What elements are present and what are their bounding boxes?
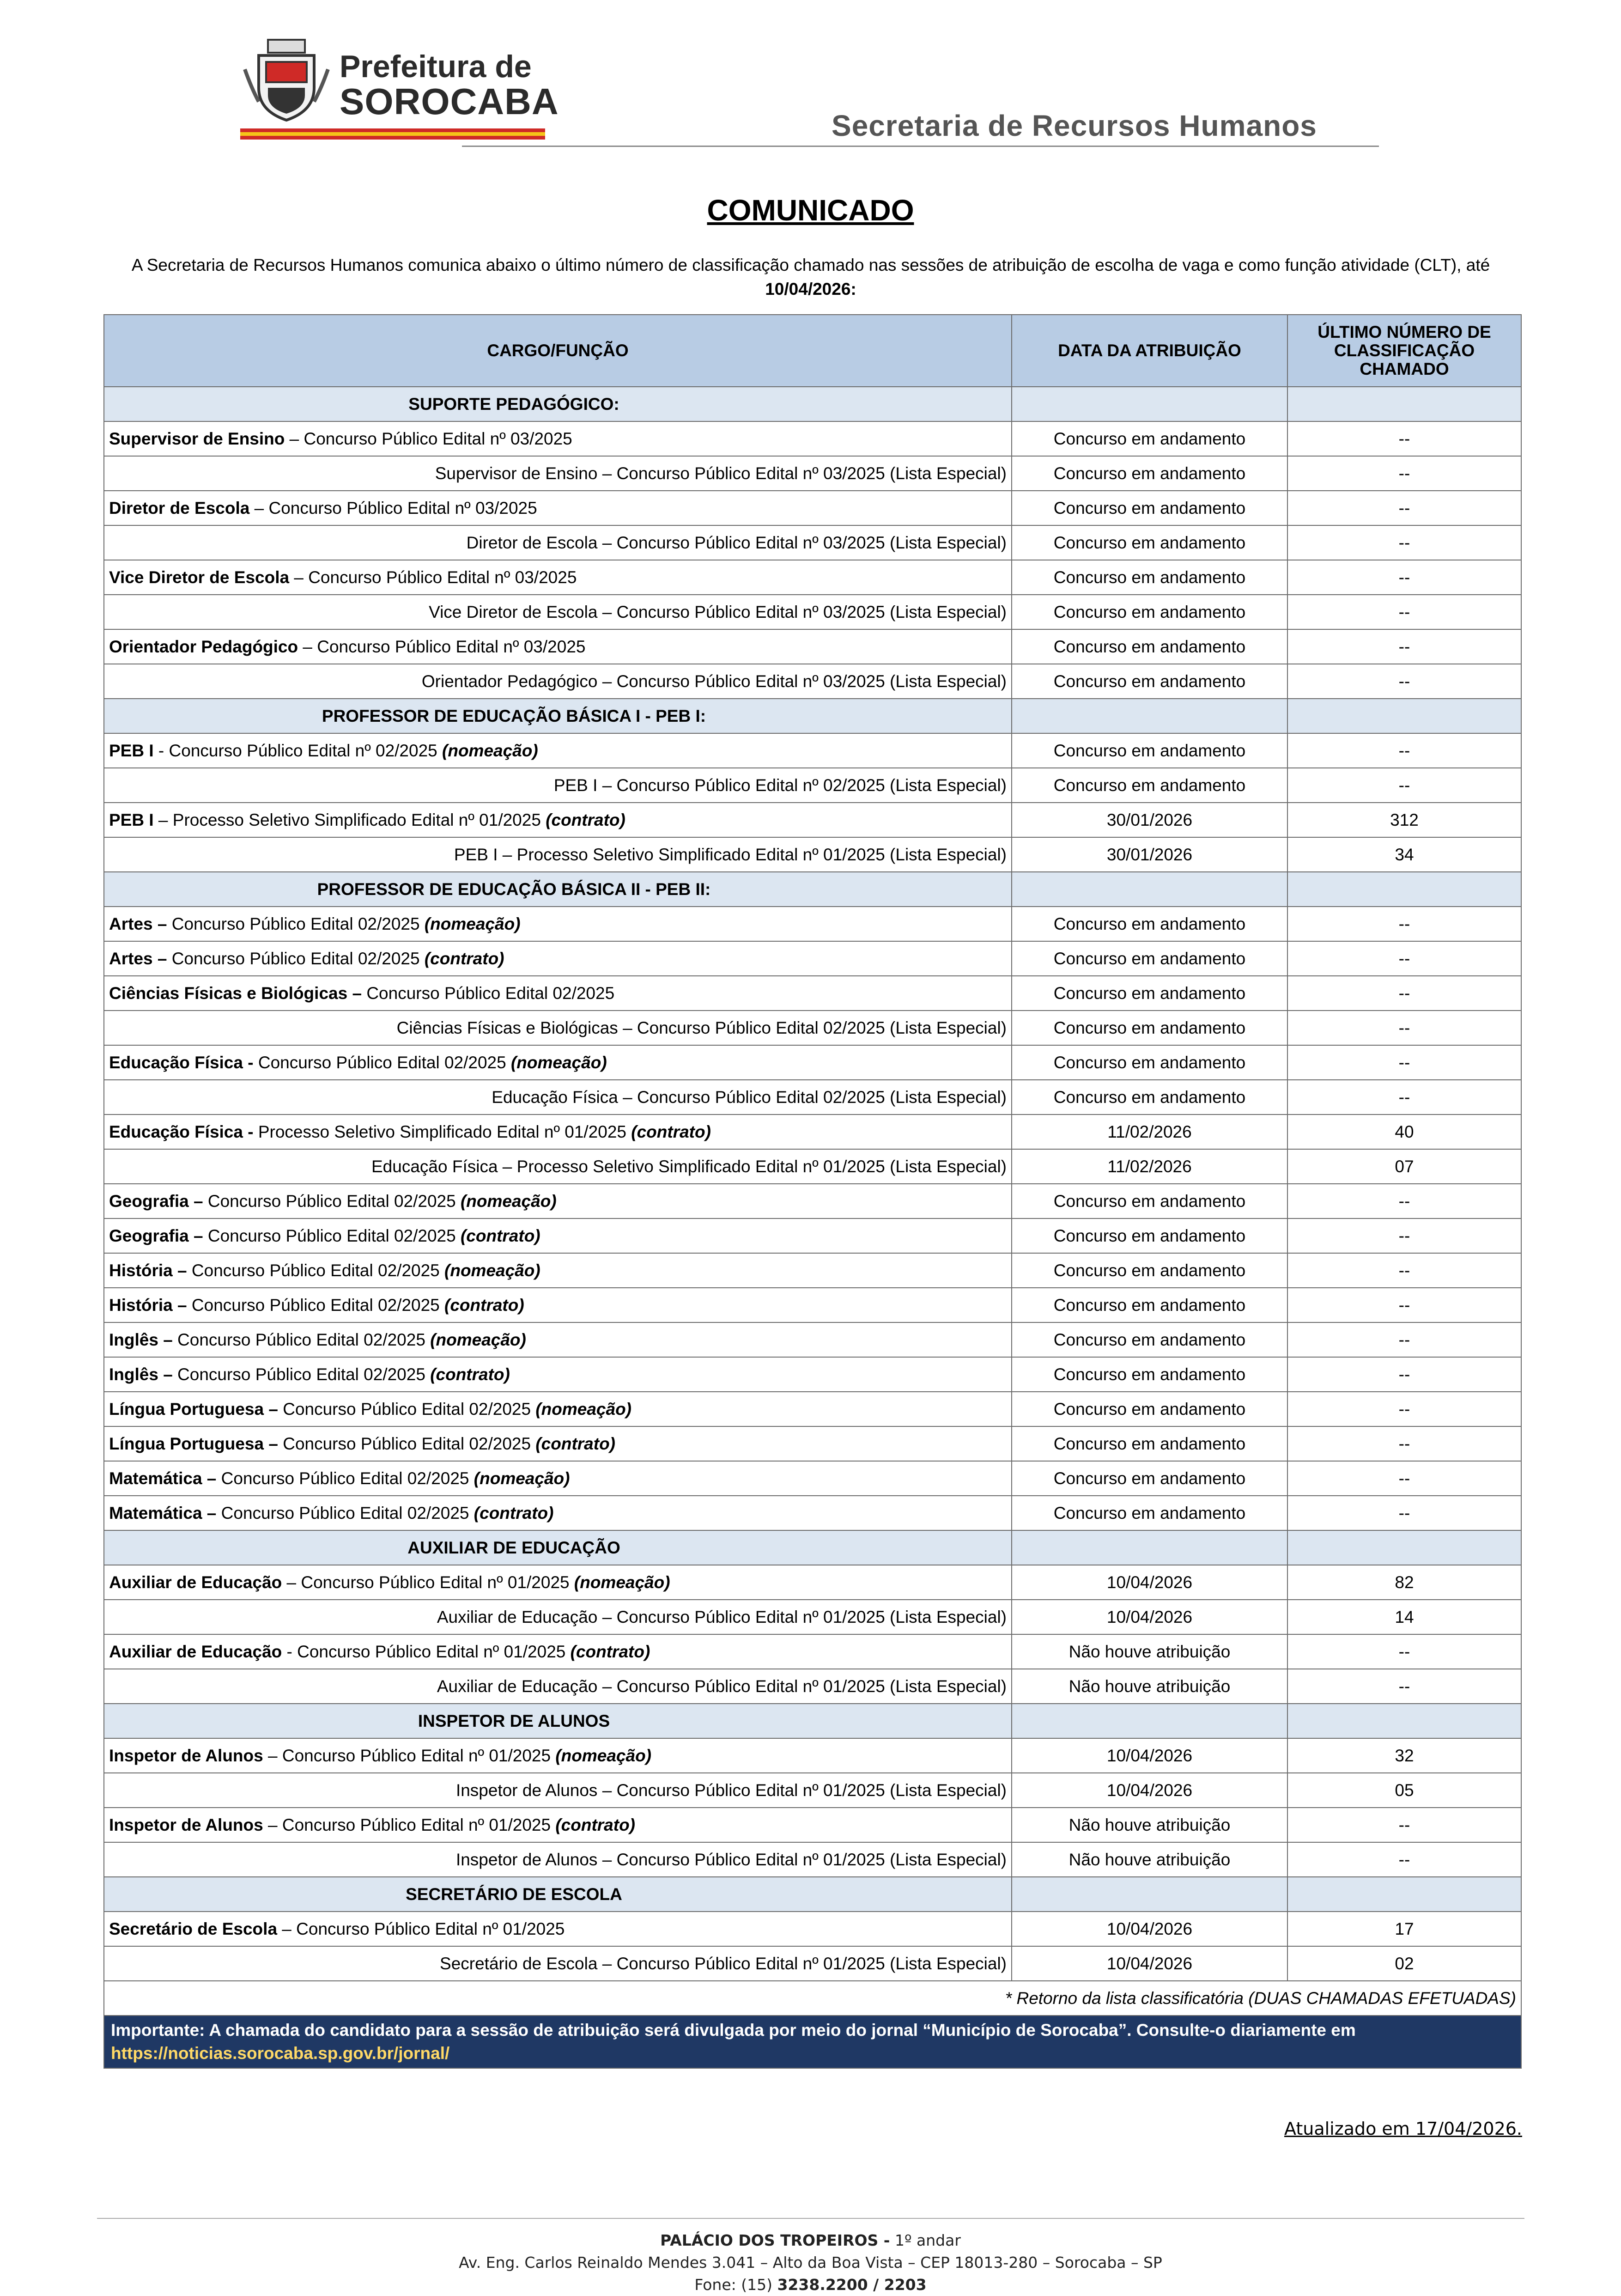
note-row: [104, 1981, 1521, 2016]
table-row: [104, 1115, 1521, 1149]
cargo-tag: (contrato): [460, 1226, 540, 1245]
cargo-rest: Concurso Público Edital 02/2025: [167, 949, 425, 968]
number-cell: --: [1287, 1808, 1521, 1842]
table-row: [104, 1218, 1521, 1253]
cargo-bold: Inspetor de Alunos: [109, 1746, 263, 1765]
cargo-tag: (nomeação): [535, 1399, 631, 1419]
number-cell: --: [1287, 1288, 1521, 1322]
date-cell: Concurso em andamento: [1012, 491, 1287, 525]
table-row: [104, 907, 1521, 941]
cargo-rest: Concurso Público Edital 02/2025: [216, 1503, 474, 1523]
cargo-cell: [104, 1496, 1012, 1530]
number-cell: 05: [1287, 1773, 1521, 1808]
number-cell: --: [1287, 1461, 1521, 1496]
table-row: [104, 1322, 1521, 1357]
cargo-rest: Concurso Público Edital 02/2025: [187, 1295, 445, 1315]
table-row: [104, 1461, 1521, 1496]
cargo-bold: Geografia –: [109, 1226, 203, 1245]
date-cell: Não houve atribuição: [1012, 1634, 1287, 1669]
section-empty-date: [1012, 1877, 1287, 1912]
cargo-tag: (nomeação): [442, 741, 538, 760]
section-empty-date: [1012, 699, 1287, 733]
cargo-rest: – Concurso Público Edital nº 03/2025: [249, 498, 537, 518]
classification-table: [103, 314, 1522, 2069]
intro-paragraph: [120, 253, 1501, 301]
number-cell: --: [1287, 733, 1521, 768]
updated-date: Atualizado em 17/04/2026.: [1284, 2119, 1522, 2139]
cargo-cell-special: Educação Física – Processo Seletivo Simplificado Edital nº 01/2025 (Lista Especial): [104, 1149, 1012, 1184]
cargo-tag: (contrato): [430, 1364, 510, 1384]
number-cell: --: [1287, 456, 1521, 491]
date-cell: Concurso em andamento: [1012, 664, 1287, 699]
table-row: [104, 1808, 1521, 1842]
logo-text-line2: SOROCABA: [340, 81, 559, 122]
cargo-cell-special: Secretário de Escola – Concurso Público Edital nº 01/2025 (Lista Especial): [104, 1946, 1012, 1981]
number-cell: 312: [1287, 803, 1521, 837]
cargo-bold: Inglês –: [109, 1330, 173, 1349]
cargo-cell: [104, 733, 1012, 768]
footer-phone: [0, 2274, 1621, 2296]
table-row-special: [104, 1946, 1521, 1981]
number-cell: --: [1287, 1253, 1521, 1288]
cargo-cell: [104, 1808, 1012, 1842]
date-cell: 30/01/2026: [1012, 803, 1287, 837]
date-cell: 10/04/2026: [1012, 1565, 1287, 1600]
number-cell: 07: [1287, 1149, 1521, 1184]
footer-place-rest: 1º andar: [890, 2231, 961, 2249]
number-cell: --: [1287, 1080, 1521, 1115]
number-cell: --: [1287, 1669, 1521, 1704]
cargo-cell-special: Vice Diretor de Escola – Concurso Público Edital nº 03/2025 (Lista Especial): [104, 595, 1012, 629]
number-cell: --: [1287, 1184, 1521, 1218]
number-cell: 14: [1287, 1600, 1521, 1634]
secretaria-title: Secretaria de Recursos Humanos: [832, 109, 1317, 142]
cargo-tag: (nomeação): [430, 1330, 526, 1349]
number-cell: --: [1287, 1322, 1521, 1357]
section-empty-date: [1012, 1530, 1287, 1565]
cargo-tag: (nomeação): [510, 1053, 607, 1072]
table-row: [104, 560, 1521, 595]
cargo-rest: – Concurso Público Edital nº 01/2025: [282, 1572, 574, 1592]
cargo-tag: (nomeação): [424, 914, 521, 933]
table-row: [104, 1565, 1521, 1600]
prefeitura-logo: [240, 32, 559, 139]
table-row: [104, 1288, 1521, 1322]
cargo-cell-special: Diretor de Escola – Concurso Público Edital nº 03/2025 (Lista Especial): [104, 525, 1012, 560]
important-row: [104, 2016, 1521, 2068]
footer-phone-numbers: 3238.2200 / 2203: [777, 2276, 927, 2294]
cargo-bold: Matemática –: [109, 1468, 217, 1488]
logo-text-line1: Prefeitura de: [340, 49, 532, 84]
date-cell: 11/02/2026: [1012, 1115, 1287, 1149]
date-cell: 10/04/2026: [1012, 1600, 1287, 1634]
cargo-cell: [104, 976, 1012, 1011]
cargo-bold: Inglês –: [109, 1364, 173, 1384]
date-cell: 10/04/2026: [1012, 1738, 1287, 1773]
cargo-rest: Concurso Público Edital 02/2025: [203, 1191, 461, 1211]
table-row-special: [104, 664, 1521, 699]
cargo-cell-special: PEB I – Processo Seletivo Simplificado Edital nº 01/2025 (Lista Especial): [104, 837, 1012, 872]
date-cell: Concurso em andamento: [1012, 768, 1287, 803]
section-row: [104, 699, 1521, 733]
date-cell: 10/04/2026: [1012, 1912, 1287, 1946]
table-row: [104, 1357, 1521, 1392]
section-title: SECRETÁRIO DE ESCOLA: [104, 1877, 1012, 1912]
cargo-bold: História –: [109, 1261, 187, 1280]
section-empty-num: [1287, 699, 1521, 733]
cargo-tag: (contrato): [570, 1642, 650, 1661]
number-cell: --: [1287, 595, 1521, 629]
cargo-cell-special: Educação Física – Concurso Público Edital 02/2025 (Lista Especial): [104, 1080, 1012, 1115]
table-row: [104, 629, 1521, 664]
cargo-bold: Geografia –: [109, 1191, 203, 1211]
cargo-tag: (nomeação): [555, 1746, 652, 1765]
table-row: [104, 1184, 1521, 1218]
table-row-special: [104, 1080, 1521, 1115]
date-cell: Concurso em andamento: [1012, 1288, 1287, 1322]
note-text: * Retorno da lista classificatória (DUAS CHAMADAS EFETUADAS): [104, 1981, 1521, 2016]
date-cell: Não houve atribuição: [1012, 1842, 1287, 1877]
table-row-special: [104, 837, 1521, 872]
date-cell: Concurso em andamento: [1012, 595, 1287, 629]
date-cell: 10/04/2026: [1012, 1773, 1287, 1808]
table-row: [104, 1426, 1521, 1461]
cargo-rest: Concurso Público Edital 02/2025: [253, 1053, 511, 1072]
table-row: [104, 491, 1521, 525]
table-row-special: [104, 768, 1521, 803]
cargo-rest: Concurso Público Edital 02/2025: [187, 1261, 445, 1280]
date-cell: Concurso em andamento: [1012, 1218, 1287, 1253]
cargo-cell: [104, 1218, 1012, 1253]
table-row: [104, 1634, 1521, 1669]
cargo-cell: [104, 1253, 1012, 1288]
number-cell: --: [1287, 1426, 1521, 1461]
cargo-cell: [104, 1634, 1012, 1669]
header-cargo: CARGO/FUNÇÃO: [104, 315, 1012, 387]
table-row-special: [104, 525, 1521, 560]
section-empty-num: [1287, 1704, 1521, 1738]
cargo-cell: [104, 1115, 1012, 1149]
intro-date: 10/04/2026:: [765, 280, 856, 298]
cargo-cell: [104, 1461, 1012, 1496]
cargo-cell-special: Inspetor de Alunos – Concurso Público Edital nº 01/2025 (Lista Especial): [104, 1773, 1012, 1808]
cargo-bold: Supervisor de Ensino: [109, 429, 285, 448]
section-row: [104, 387, 1521, 421]
cargo-cell: [104, 560, 1012, 595]
table-row-special: [104, 1149, 1521, 1184]
important-cell: [104, 2016, 1521, 2068]
cargo-cell: [104, 907, 1012, 941]
stripe-red: [240, 128, 545, 132]
section-title: SUPORTE PEDAGÓGICO:: [104, 387, 1012, 421]
header-numero: ÚLTIMO NÚMERO DE CLASSIFICAÇÃO CHAMADO: [1287, 315, 1521, 387]
date-cell: Concurso em andamento: [1012, 421, 1287, 456]
table-row-special: [104, 1773, 1521, 1808]
cargo-rest: Processo Seletivo Simplificado Edital nº 01/2025: [253, 1122, 631, 1141]
important-text: Importante: A chamada do candidato para a sessão de atribuição será divulgada por meio do jornal “Município de Sorocaba”. Consulte-o diariamente em: [111, 2021, 1356, 2040]
number-cell: 82: [1287, 1565, 1521, 1600]
cargo-rest: Concurso Público Edital 02/2025: [278, 1434, 536, 1453]
cargo-cell: [104, 1045, 1012, 1080]
footer-address: Av. Eng. Carlos Reinaldo Mendes 3.041 – Alto da Boa Vista – CEP 18013-280 – Sorocaba – SP: [459, 2253, 1162, 2272]
table-row-special: [104, 1011, 1521, 1045]
cargo-bold: Artes –: [109, 914, 167, 933]
section-row: [104, 1704, 1521, 1738]
cargo-tag: (contrato): [555, 1815, 636, 1834]
date-cell: Concurso em andamento: [1012, 1426, 1287, 1461]
date-cell: Concurso em andamento: [1012, 525, 1287, 560]
table-row: [104, 1253, 1521, 1288]
section-row: [104, 1877, 1521, 1912]
cargo-cell: [104, 1565, 1012, 1600]
number-cell: --: [1287, 768, 1521, 803]
number-cell: 34: [1287, 837, 1521, 872]
date-cell: Concurso em andamento: [1012, 1322, 1287, 1357]
cargo-tag: (nomeação): [460, 1191, 557, 1211]
date-cell: Concurso em andamento: [1012, 941, 1287, 976]
footer-place-bold: PALÁCIO DOS TROPEIROS -: [660, 2231, 890, 2249]
date-cell: Concurso em andamento: [1012, 733, 1287, 768]
cargo-cell: [104, 421, 1012, 456]
cargo-rest: Concurso Público Edital 02/2025: [216, 1468, 474, 1488]
table-row-special: [104, 1600, 1521, 1634]
table-row: [104, 941, 1521, 976]
date-cell: Concurso em andamento: [1012, 1357, 1287, 1392]
cargo-bold: Inspetor de Alunos: [109, 1815, 263, 1834]
table-row: [104, 1392, 1521, 1426]
cargo-cell-special: Orientador Pedagógico – Concurso Público Edital nº 03/2025 (Lista Especial): [104, 664, 1012, 699]
cargo-rest: Concurso Público Edital 02/2025: [167, 914, 425, 933]
cargo-tag: (contrato): [535, 1434, 615, 1453]
date-cell: Concurso em andamento: [1012, 1011, 1287, 1045]
cargo-rest: Concurso Público Edital 02/2025: [203, 1226, 461, 1245]
cargo-tag: (contrato): [424, 949, 504, 968]
page-title: COMUNICADO: [707, 194, 914, 227]
cargo-tag: (contrato): [444, 1295, 524, 1315]
number-cell: --: [1287, 421, 1521, 456]
section-title: PROFESSOR DE EDUCAÇÃO BÁSICA II - PEB II:: [104, 872, 1012, 907]
section-empty-num: [1287, 1877, 1521, 1912]
table-row: [104, 1912, 1521, 1946]
table-row: [104, 1045, 1521, 1080]
number-cell: --: [1287, 1357, 1521, 1392]
date-cell: Concurso em andamento: [1012, 1184, 1287, 1218]
city-crest-icon: [240, 32, 333, 125]
number-cell: --: [1287, 907, 1521, 941]
date-cell: Concurso em andamento: [1012, 1080, 1287, 1115]
date-cell: Concurso em andamento: [1012, 1045, 1287, 1080]
number-cell: 02: [1287, 1946, 1521, 1981]
header-data: DATA DA ATRIBUIÇÃO: [1012, 315, 1287, 387]
cargo-rest: – Concurso Público Edital nº 01/2025: [277, 1919, 565, 1938]
cargo-tag: (nomeação): [574, 1572, 670, 1592]
cargo-tag: (nomeação): [444, 1261, 540, 1280]
cargo-cell: [104, 1184, 1012, 1218]
cargo-rest: Concurso Público Edital 02/2025: [362, 983, 615, 1003]
date-cell: 30/01/2026: [1012, 837, 1287, 872]
cargo-cell: [104, 1426, 1012, 1461]
jornal-link[interactable]: https://noticias.sorocaba.sp.gov.br/jornal/: [111, 2044, 450, 2063]
date-cell: Concurso em andamento: [1012, 1496, 1287, 1530]
number-cell: --: [1287, 629, 1521, 664]
header-divider: [462, 146, 1379, 147]
date-cell: Concurso em andamento: [1012, 629, 1287, 664]
table-row-special: [104, 595, 1521, 629]
cargo-bold: Auxiliar de Educação: [109, 1642, 282, 1661]
section-empty-date: [1012, 1704, 1287, 1738]
number-cell: 32: [1287, 1738, 1521, 1773]
date-cell: 11/02/2026: [1012, 1149, 1287, 1184]
number-cell: --: [1287, 976, 1521, 1011]
stripe-red-bottom: [240, 136, 545, 140]
number-cell: --: [1287, 1634, 1521, 1669]
cargo-rest: – Concurso Público Edital nº 01/2025: [263, 1815, 556, 1834]
cargo-rest: Concurso Público Edital 02/2025: [278, 1399, 536, 1419]
cargo-bold: Ciências Físicas e Biológicas –: [109, 983, 362, 1003]
table-body: [104, 387, 1521, 1981]
section-empty-date: [1012, 387, 1287, 421]
cargo-tag: (contrato): [546, 810, 625, 829]
date-cell: Concurso em andamento: [1012, 907, 1287, 941]
date-cell: Não houve atribuição: [1012, 1669, 1287, 1704]
number-cell: 17: [1287, 1912, 1521, 1946]
cargo-rest: - Concurso Público Edital nº 01/2025: [282, 1642, 571, 1661]
cargo-cell-special: Auxiliar de Educação – Concurso Público Edital nº 01/2025 (Lista Especial): [104, 1669, 1012, 1704]
cargo-cell-special: Ciências Físicas e Biológicas – Concurso Público Edital 02/2025 (Lista Especial): [104, 1011, 1012, 1045]
table-row: [104, 1738, 1521, 1773]
date-cell: Concurso em andamento: [1012, 560, 1287, 595]
cargo-bold: Educação Física -: [109, 1122, 254, 1141]
table-row: [104, 733, 1521, 768]
number-cell: --: [1287, 941, 1521, 976]
date-cell: Concurso em andamento: [1012, 1392, 1287, 1426]
table-row: [104, 1496, 1521, 1530]
footer-place: [0, 2229, 1621, 2252]
table-row: [104, 976, 1521, 1011]
cargo-bold: Auxiliar de Educação: [109, 1572, 282, 1592]
footer-phone-label: Fone: (15): [694, 2276, 777, 2294]
number-cell: 40: [1287, 1115, 1521, 1149]
cargo-bold: História –: [109, 1295, 187, 1315]
cargo-bold: Matemática –: [109, 1503, 217, 1523]
date-cell: 10/04/2026: [1012, 1946, 1287, 1981]
cargo-cell: [104, 941, 1012, 976]
cargo-bold: Diretor de Escola: [109, 498, 250, 518]
section-title: PROFESSOR DE EDUCAÇÃO BÁSICA I - PEB I:: [104, 699, 1012, 733]
table-header-row: [104, 315, 1521, 387]
cargo-rest: Concurso Público Edital 02/2025: [172, 1330, 431, 1349]
date-cell: Concurso em andamento: [1012, 456, 1287, 491]
cargo-rest: Concurso Público Edital 02/2025: [172, 1364, 431, 1384]
section-empty-date: [1012, 872, 1287, 907]
cargo-tag: (contrato): [631, 1122, 711, 1141]
number-cell: --: [1287, 1842, 1521, 1877]
section-empty-num: [1287, 387, 1521, 421]
number-cell: --: [1287, 664, 1521, 699]
table-row: [104, 421, 1521, 456]
section-empty-num: [1287, 1530, 1521, 1565]
stripe-yellow: [240, 132, 545, 136]
cargo-bold: Língua Portuguesa –: [109, 1434, 278, 1453]
cargo-cell: [104, 1322, 1012, 1357]
number-cell: --: [1287, 1045, 1521, 1080]
cargo-cell-special: Inspetor de Alunos – Concurso Público Edital nº 01/2025 (Lista Especial): [104, 1842, 1012, 1877]
cargo-bold: PEB I: [109, 810, 154, 829]
cargo-cell: [104, 1912, 1012, 1946]
cargo-cell: [104, 1738, 1012, 1773]
cargo-bold: Secretário de Escola: [109, 1919, 278, 1938]
cargo-tag: (contrato): [474, 1503, 554, 1523]
section-row: [104, 872, 1521, 907]
cargo-bold: Língua Portuguesa –: [109, 1399, 278, 1419]
cargo-cell: [104, 491, 1012, 525]
number-cell: --: [1287, 1218, 1521, 1253]
section-row: [104, 1530, 1521, 1565]
table-row-special: [104, 456, 1521, 491]
cargo-bold: Orientador Pedagógico: [109, 637, 298, 656]
cargo-cell: [104, 629, 1012, 664]
logo-stripes: [240, 128, 545, 140]
cargo-cell-special: Supervisor de Ensino – Concurso Público Edital nº 03/2025 (Lista Especial): [104, 456, 1012, 491]
cargo-cell: [104, 803, 1012, 837]
date-cell: Concurso em andamento: [1012, 1253, 1287, 1288]
table-row-special: [104, 1669, 1521, 1704]
cargo-cell: [104, 1288, 1012, 1322]
number-cell: --: [1287, 491, 1521, 525]
date-cell: Concurso em andamento: [1012, 1461, 1287, 1496]
section-empty-num: [1287, 872, 1521, 907]
cargo-cell-special: PEB I – Concurso Público Edital nº 02/2025 (Lista Especial): [104, 768, 1012, 803]
footer-divider: [97, 2218, 1524, 2219]
date-cell: Não houve atribuição: [1012, 1808, 1287, 1842]
cargo-rest: – Processo Seletivo Simplificado Edital nº 01/2025: [153, 810, 546, 829]
cargo-bold: Artes –: [109, 949, 167, 968]
cargo-bold: PEB I: [109, 741, 154, 760]
number-cell: --: [1287, 1011, 1521, 1045]
number-cell: --: [1287, 1496, 1521, 1530]
date-cell: Concurso em andamento: [1012, 976, 1287, 1011]
cargo-tag: (nomeação): [474, 1468, 570, 1488]
footer: [0, 2229, 1621, 2296]
number-cell: --: [1287, 525, 1521, 560]
cargo-rest: – Concurso Público Edital nº 01/2025: [263, 1746, 556, 1765]
cargo-rest: - Concurso Público Edital nº 02/2025: [153, 741, 443, 760]
cargo-bold: Vice Diretor de Escola: [109, 567, 290, 587]
cargo-bold: Educação Física -: [109, 1053, 254, 1072]
table-row-special: [104, 1842, 1521, 1877]
cargo-rest: – Concurso Público Edital nº 03/2025: [285, 429, 572, 448]
cargo-cell-special: Auxiliar de Educação – Concurso Público Edital nº 01/2025 (Lista Especial): [104, 1600, 1012, 1634]
cargo-cell: [104, 1392, 1012, 1426]
table-row: [104, 803, 1521, 837]
cargo-cell: [104, 1357, 1012, 1392]
cargo-rest: – Concurso Público Edital nº 03/2025: [298, 637, 586, 656]
section-title: AUXILIAR DE EDUCAÇÃO: [104, 1530, 1012, 1565]
cargo-rest: – Concurso Público Edital nº 03/2025: [289, 567, 577, 587]
section-title: INSPETOR DE ALUNOS: [104, 1704, 1012, 1738]
number-cell: --: [1287, 560, 1521, 595]
number-cell: --: [1287, 1392, 1521, 1426]
intro-text: A Secretaria de Recursos Humanos comunica abaixo o último número de classificação chamado nas sessões de atribuição de escolha de vaga e como função atividade (CLT), até: [131, 256, 1490, 274]
